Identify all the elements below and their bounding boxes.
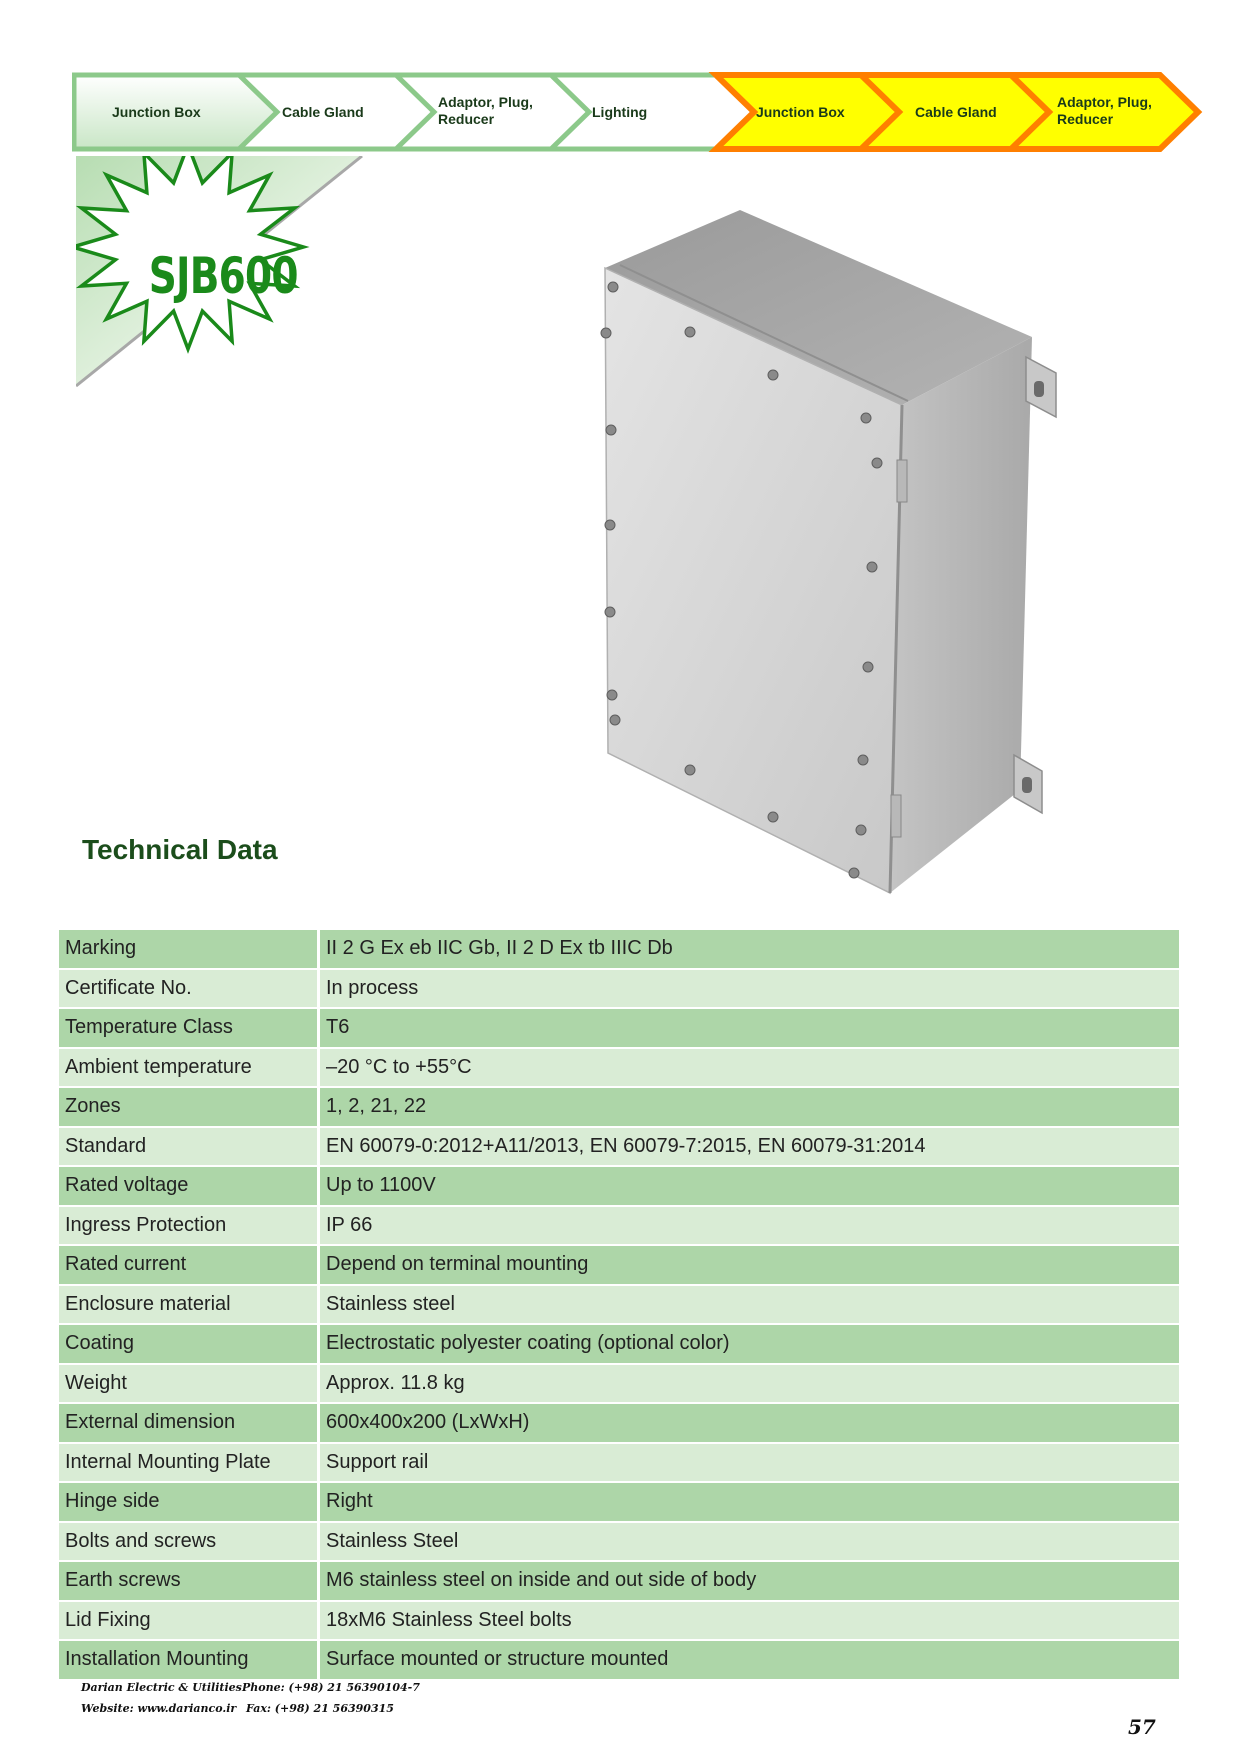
spec-value: Support rail xyxy=(320,1444,1179,1482)
nav-item-cable-gland-yellow[interactable]: Cable Gland xyxy=(915,104,997,120)
table-row xyxy=(59,930,1179,968)
table-row xyxy=(59,1523,1179,1561)
model-badge-area xyxy=(76,156,376,391)
spec-key: Lid Fixing xyxy=(59,1602,320,1640)
spec-key: Weight xyxy=(59,1365,320,1403)
footer-website[interactable]: Website: www.darianco.ir xyxy=(81,1702,237,1715)
junction-box-image xyxy=(580,205,1080,905)
nav-item-lighting[interactable]: Lighting xyxy=(592,104,648,120)
table-row xyxy=(59,1167,1179,1205)
spec-key: Installation Mounting xyxy=(59,1641,320,1679)
spec-value: IP 66 xyxy=(320,1207,1179,1245)
table-row xyxy=(59,1444,1179,1482)
spec-value: Stainless steel xyxy=(320,1286,1179,1324)
table-row xyxy=(59,1365,1179,1403)
table-row xyxy=(59,1562,1179,1600)
table-row xyxy=(59,1286,1179,1324)
spec-value: Approx. 11.8 kg xyxy=(320,1365,1179,1403)
table-row xyxy=(59,1049,1179,1087)
spec-value: T6 xyxy=(320,1009,1179,1047)
table-row xyxy=(59,1088,1179,1126)
spec-value: Depend on terminal mounting xyxy=(320,1246,1179,1284)
table-row xyxy=(59,1009,1179,1047)
spec-value: Right xyxy=(320,1483,1179,1521)
spec-value: –20 °C to +55°C xyxy=(320,1049,1179,1087)
footer-phone: Phone: (+98) 21 56390104-7 xyxy=(242,1681,420,1694)
spec-value: Stainless Steel xyxy=(320,1523,1179,1561)
spec-key: Marking xyxy=(59,930,320,968)
spec-value: II 2 G Ex eb IIC Gb, II 2 D Ex tb IIIC Db xyxy=(320,930,1179,968)
nav-item-adaptor-green[interactable]: Adaptor, Plug, Reducer xyxy=(438,94,533,127)
spec-value: EN 60079-0:2012+A11/2013, EN 60079-7:2015, EN 60079-31:2014 xyxy=(320,1128,1179,1166)
spec-key: Ingress Protection xyxy=(59,1207,320,1245)
table-row xyxy=(59,1128,1179,1166)
spec-key: Standard xyxy=(59,1128,320,1166)
table-row xyxy=(59,1325,1179,1363)
spec-value: 18xM6 Stainless Steel bolts xyxy=(320,1602,1179,1640)
technical-data-title: Technical Data xyxy=(82,834,278,865)
spec-key: Ambient temperature xyxy=(59,1049,320,1087)
table-row xyxy=(59,1207,1179,1245)
footer-fax: Fax: (+98) 21 56390315 xyxy=(246,1702,394,1715)
spec-value: 600x400x200 (LxWxH) xyxy=(320,1404,1179,1442)
table-row xyxy=(59,1483,1179,1521)
table-row xyxy=(59,1404,1179,1442)
spec-key: Rated voltage xyxy=(59,1167,320,1205)
spec-key: Internal Mounting Plate xyxy=(59,1444,320,1482)
spec-key: Coating xyxy=(59,1325,320,1363)
table-row xyxy=(59,1602,1179,1640)
spec-key: Earth screws xyxy=(59,1562,320,1600)
table-row xyxy=(59,970,1179,1008)
page-number: 57 xyxy=(1128,1715,1156,1739)
spec-key: Certificate No. xyxy=(59,970,320,1008)
table-row xyxy=(59,1641,1179,1679)
footer-company: Darian Electric & Utilities xyxy=(81,1681,242,1694)
nav-item-junction-box-yellow[interactable]: Junction Box xyxy=(756,104,845,120)
nav-item-adaptor-yellow[interactable]: Adaptor, Plug, Reducer xyxy=(1057,94,1152,127)
spec-value: Up to 1100V xyxy=(320,1167,1179,1205)
spec-key: Rated current xyxy=(59,1246,320,1284)
model-name: SJB600 xyxy=(148,247,298,305)
spec-key: External dimension xyxy=(59,1404,320,1442)
spec-key: Enclosure material xyxy=(59,1286,320,1324)
nav-item-cable-gland-green[interactable]: Cable Gland xyxy=(282,104,364,120)
spec-value: In process xyxy=(320,970,1179,1008)
spec-value: Electrostatic polyester coating (optional color) xyxy=(320,1325,1179,1363)
nav-item-junction-box-green[interactable]: Junction Box xyxy=(112,104,201,120)
spec-value: 1, 2, 21, 22 xyxy=(320,1088,1179,1126)
spec-key: Hinge side xyxy=(59,1483,320,1521)
technical-data-table xyxy=(59,928,1179,1681)
spec-value: M6 stainless steel on inside and out side of body xyxy=(320,1562,1179,1600)
product-category-nav xyxy=(72,72,1212,152)
spec-key: Zones xyxy=(59,1088,320,1126)
spec-key: Bolts and screws xyxy=(59,1523,320,1561)
spec-key: Temperature Class xyxy=(59,1009,320,1047)
spec-value: Surface mounted or structure mounted xyxy=(320,1641,1179,1679)
table-row xyxy=(59,1246,1179,1284)
